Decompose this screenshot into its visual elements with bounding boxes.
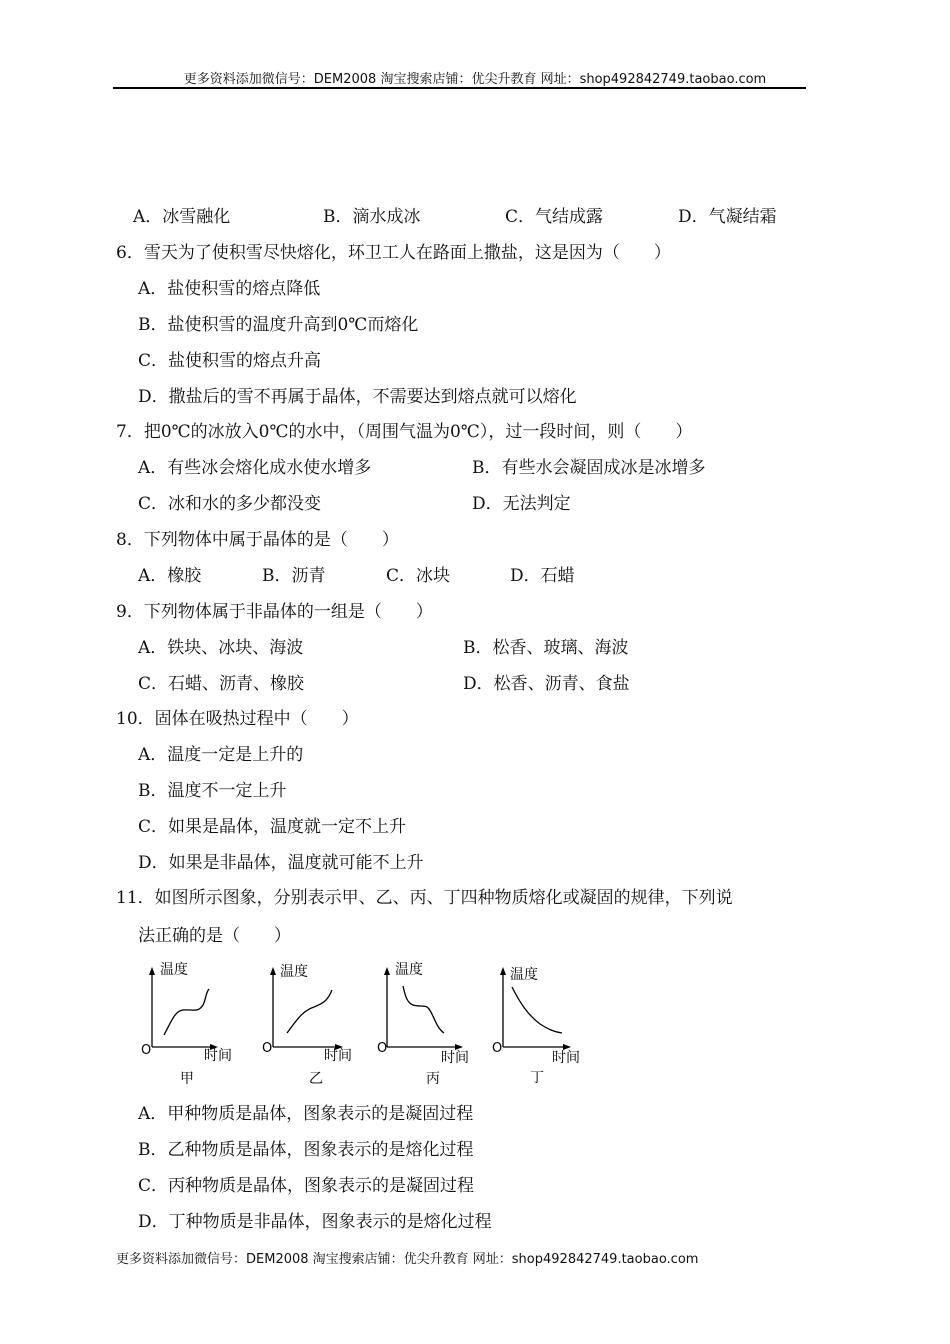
graph-ding-origin: O: [492, 1041, 503, 1056]
graph-yi: [258, 955, 363, 1090]
q6-option-b: B．盐使积雪的温度升高到0℃而熔化: [138, 315, 419, 335]
q8-option-c: C．冰块: [386, 566, 451, 586]
q5-option-d: D．气凝结霜: [678, 207, 777, 227]
graph-jia-xlabel: 时间: [204, 1048, 232, 1064]
page-header: 更多资料添加微信号：DEM2008 淘宝搜索店铺：优尖升教育 网址：shop492842749.taobao.com: [183, 72, 767, 87]
q9-option-a: A．铁块、冰块、海波: [138, 638, 304, 658]
q8-stem: 8．下列物体中属于晶体的是（ ）: [116, 530, 399, 550]
q6-stem: 6．雪天为了使积雪尽快熔化，环卫工人在路面上撒盐，这是因为（ ）: [116, 243, 671, 263]
q11-stem-line2: 法正确的是（ ）: [138, 926, 291, 946]
q6-option-d: D．撒盐后的雪不再属于晶体，不需要达到熔点就可以熔化: [138, 387, 577, 407]
q8-option-d: D．石蜡: [510, 566, 575, 586]
q5-option-a: A．冰雪融化: [133, 207, 231, 227]
header-rule: [113, 87, 806, 89]
q7-option-a: A．有些冰会熔化成水使水增多: [138, 458, 372, 478]
q10-option-d: D．如果是非晶体，温度就可能不上升: [138, 853, 424, 873]
q11-option-c: C．丙种物质是晶体，图象表示的是凝固过程: [138, 1176, 475, 1196]
q7-option-c: C．冰和水的多少都没变: [138, 494, 322, 514]
graph-yi-name: 乙: [309, 1071, 323, 1087]
q10-option-b: B．温度不一定上升: [138, 781, 287, 801]
q6-option-a: A．盐使积雪的熔点降低: [138, 279, 321, 299]
graph-ding-name: 丁: [530, 1070, 544, 1086]
q7-stem: 7．把0℃的冰放入0℃的水中，（周围气温为0℃），过一段时间，则（ ）: [116, 422, 693, 442]
graph-ding-xlabel: 时间: [552, 1050, 580, 1066]
graph-jia: [138, 955, 238, 1090]
graph-jia-origin: O: [141, 1043, 152, 1058]
q11-stem-line1: 11．如图所示图象，分别表示甲、乙、丙、丁四种物质熔化或凝固的规律，下列说: [116, 888, 733, 908]
graph-ding-ylabel: 温度: [510, 967, 538, 983]
q11-option-b: B．乙种物质是晶体，图象表示的是熔化过程: [138, 1140, 474, 1160]
q5-option-b: B．滴水成冰: [323, 207, 421, 227]
page-footer: 更多资料添加微信号：DEM2008 淘宝搜索店铺：优尖升教育 网址：shop492842749.taobao.com: [116, 1252, 699, 1267]
q7-option-d: D．无法判定: [472, 494, 571, 514]
graph-ding: [488, 955, 588, 1090]
graph-bing-name: 丙: [426, 1071, 440, 1087]
q9-option-d: D．松香、沥青、食盐: [463, 674, 630, 694]
graph-yi-ylabel: 温度: [280, 964, 308, 980]
q11-option-d: D．丁种物质是非晶体，图象表示的是熔化过程: [138, 1212, 492, 1232]
q5-option-c: C．气结成露: [505, 207, 604, 227]
q10-option-a: A．温度一定是上升的: [138, 745, 304, 765]
q9-option-b: B．松香、玻璃、海波: [463, 638, 629, 658]
graph-bing-origin: O: [377, 1041, 388, 1056]
q10-stem: 10．固体在吸热过程中（ ）: [116, 709, 359, 729]
graph-jia-name: 甲: [180, 1071, 194, 1087]
graph-bing-ylabel: 温度: [395, 962, 423, 978]
q7-option-b: B．有些水会凝固成冰是冰增多: [472, 458, 706, 478]
graph-bing: [373, 955, 478, 1090]
q8-option-b: B．沥青: [262, 566, 326, 586]
graph-yi-xlabel: 时间: [324, 1048, 352, 1064]
q11-option-a: A．甲种物质是晶体，图象表示的是凝固过程: [138, 1104, 474, 1124]
graph-bing-xlabel: 时间: [441, 1050, 469, 1066]
q10-option-c: C．如果是晶体，温度就一定不上升: [138, 817, 407, 837]
graph-yi-origin: O: [262, 1041, 273, 1056]
graph-jia-ylabel: 温度: [160, 962, 188, 978]
q8-option-a: A．橡胶: [138, 566, 202, 586]
q9-option-c: C．石蜡、沥青、橡胶: [138, 674, 305, 694]
q6-option-c: C．盐使积雪的熔点升高: [138, 351, 322, 371]
q9-stem: 9．下列物体属于非晶体的一组是（ ）: [116, 602, 433, 622]
